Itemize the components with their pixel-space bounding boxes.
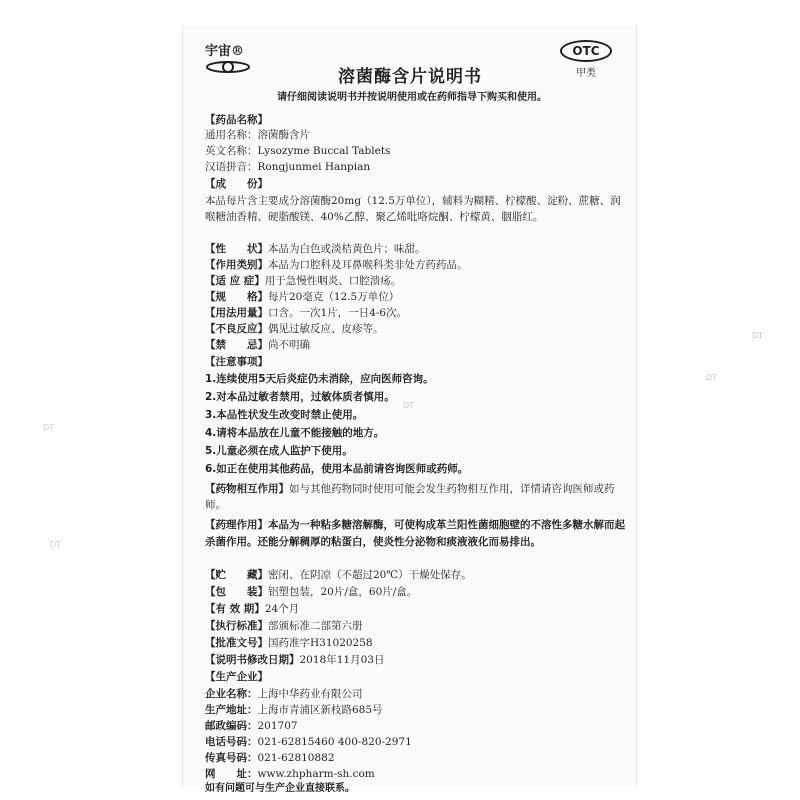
approval-row (205, 636, 625, 650)
contra-value: 尚不明确 (268, 339, 310, 351)
category-row (205, 258, 625, 272)
indication-label: 【适 应 症】 (205, 275, 265, 287)
otc-class: 甲类 (576, 68, 596, 79)
storage-row (205, 568, 625, 582)
phone-value: 021-62815460 400-820-2971 (257, 736, 412, 748)
precaution-item: 1.连续使用5天后炎症仍未消除，应向医师咨询。 (205, 373, 434, 385)
appearance-row (205, 242, 625, 256)
adverse-value: 偶见过敏反应、皮疹等。 (268, 323, 384, 335)
company-value: 上海中华药业有限公司 (257, 688, 363, 700)
interaction-block (205, 481, 625, 513)
usage-value: 口含。一次1片，一日4-6次。 (268, 307, 408, 319)
usage-label: 【用法用量】 (205, 307, 268, 319)
otc-mark (560, 40, 612, 80)
phone-label: 电话号码： (205, 736, 258, 748)
generic-name-row (205, 128, 625, 142)
otc-badge: OTC (560, 40, 612, 62)
drug-name-header: 【药品名称】 (205, 114, 268, 126)
web-label: 网 址： (205, 768, 258, 780)
web-row (205, 767, 625, 781)
postal-value: 201707 (257, 720, 298, 732)
english-name-label: 英文名称： (205, 145, 258, 157)
pharmacology-value: 本品为一种粘多糖溶解酶，可使构成革兰阳性菌细胞壁的不溶性多糖水解而起杀菌作用。还能分解稠厚的粘蛋白，使炎性分泌物和痰液液化而易排出。 (205, 519, 625, 548)
phone-row (205, 735, 625, 749)
watermark-text: DT (50, 540, 62, 549)
watermark-text: DT (752, 331, 764, 340)
revision-label: 【说明书修改日期】 (205, 654, 300, 666)
appearance-value: 本品为白色或淡桔黄色片；味甜。 (268, 243, 426, 255)
adverse-row (205, 322, 625, 336)
company-label: 企业名称： (205, 688, 258, 700)
company-row (205, 687, 625, 701)
spec-value: 每片20毫克（12.5万单位） (268, 291, 400, 303)
pinyin-label: 汉语拼音： (205, 161, 258, 173)
watermark-text: DT (706, 373, 718, 382)
generic-name-label: 通用名称： (205, 129, 258, 141)
pharmacology-block (205, 517, 625, 550)
ingredients-header: 【成 份】 (205, 178, 268, 190)
pinyin-row (205, 160, 625, 174)
leaflet-subtitle: 请仔细阅读说明书并按说明使用或在药师指导下购买和使用。 (277, 92, 547, 103)
package-label: 【包 装】 (205, 586, 268, 598)
watermark-text: DT (43, 423, 55, 432)
precaution-item: 4.请将本品放在儿童不能接触的地方。 (205, 427, 385, 439)
package-row (205, 585, 625, 599)
precaution-item: 3.本品性状发生改变时禁止使用。 (205, 409, 364, 421)
approval-label: 【批准文号】 (205, 637, 268, 649)
standard-row (205, 619, 625, 633)
spec-label: 【规 格】 (205, 291, 268, 303)
pharmacology-label: 【药理作用】 (205, 519, 268, 531)
watermark-text: DT (403, 401, 415, 410)
brand-name: 宇宙® (205, 44, 245, 59)
fax-label: 传真号码： (205, 752, 258, 764)
validity-value: 24个月 (264, 603, 300, 615)
english-name-row (205, 144, 625, 158)
category-value: 本品为口腔科及耳鼻喉科类非处方药药品。 (268, 259, 468, 271)
storage-label: 【贮 藏】 (205, 569, 268, 581)
footer-note: 如有问题可与生产企业直接联系。 (205, 783, 355, 794)
adverse-label: 【不良反应】 (205, 323, 268, 335)
approval-value: 国药准字H31020258 (268, 637, 373, 649)
fax-row (205, 751, 625, 765)
appearance-label: 【性 状】 (205, 243, 268, 255)
fax-value: 021-62810882 (257, 752, 335, 764)
address-value: 上海市青浦区新枝路685号 (257, 704, 383, 716)
precaution-item: 5.儿童必须在成人监护下使用。 (205, 445, 353, 457)
brand-block (205, 40, 275, 80)
standard-label: 【执行标准】 (205, 620, 268, 632)
usage-row (205, 306, 625, 320)
leaflet-title: 溶菌酶含片说明书 (338, 67, 482, 87)
precautions-header: 【注意事项】 (205, 356, 268, 368)
validity-label: 【有 效 期】 (205, 603, 265, 615)
package-value: 铝塑包装，20片/盒，60片/盒。 (268, 586, 418, 598)
contra-row (205, 338, 625, 352)
contra-label: 【禁 忌】 (205, 339, 268, 351)
postal-row (205, 719, 625, 733)
english-name-value: Lysozyme Buccal Tablets (257, 145, 391, 157)
ingredients-text: 本品每片含主要成分溶菌酶20mg（12.5万单位），辅料为糊精、柠檬酸、淀粉、蔗糖、润喉糖油香精、硬脂酸镁、40%乙醇、聚乙烯吡咯烷酮、柠檬黄、胭脂红。 (205, 195, 621, 223)
brand-logo-icon (205, 58, 251, 76)
revision-value: 2018年11月03日 (299, 654, 385, 666)
standard-value: 部颁标准二部第六册 (268, 620, 363, 632)
interaction-label: 【药物相互作用】 (205, 483, 289, 495)
postal-label: 邮政编码： (205, 720, 258, 732)
indication-value: 用于急慢性咽炎、口腔溃疡。 (264, 275, 402, 287)
revision-row (205, 653, 625, 667)
spec-row (205, 290, 625, 304)
pinyin-value: Rongjunmei Hanpian (257, 161, 371, 173)
validity-row (205, 602, 625, 616)
indication-row (205, 274, 625, 288)
generic-name-value: 溶菌酶含片 (257, 129, 310, 141)
precaution-item: 6.如正在使用其他药品，使用本品前请咨询医师或药师。 (205, 463, 469, 475)
web-value: www.zhpharm-sh.com (257, 768, 375, 780)
storage-value: 密闭、在阴凉（不超过20℃）干燥处保存。 (268, 569, 472, 581)
manufacturer-header: 【生产企业】 (205, 671, 268, 683)
address-row (205, 703, 625, 717)
precaution-item: 2.对本品过敏者禁用，过敏体质者慎用。 (205, 391, 395, 403)
address-label: 生产地址： (205, 704, 258, 716)
interaction-value: 如与其他药物同时使用可能会发生药物相互作用，详情请咨询医师或药师。 (205, 483, 615, 511)
category-label: 【作用类别】 (205, 259, 268, 271)
